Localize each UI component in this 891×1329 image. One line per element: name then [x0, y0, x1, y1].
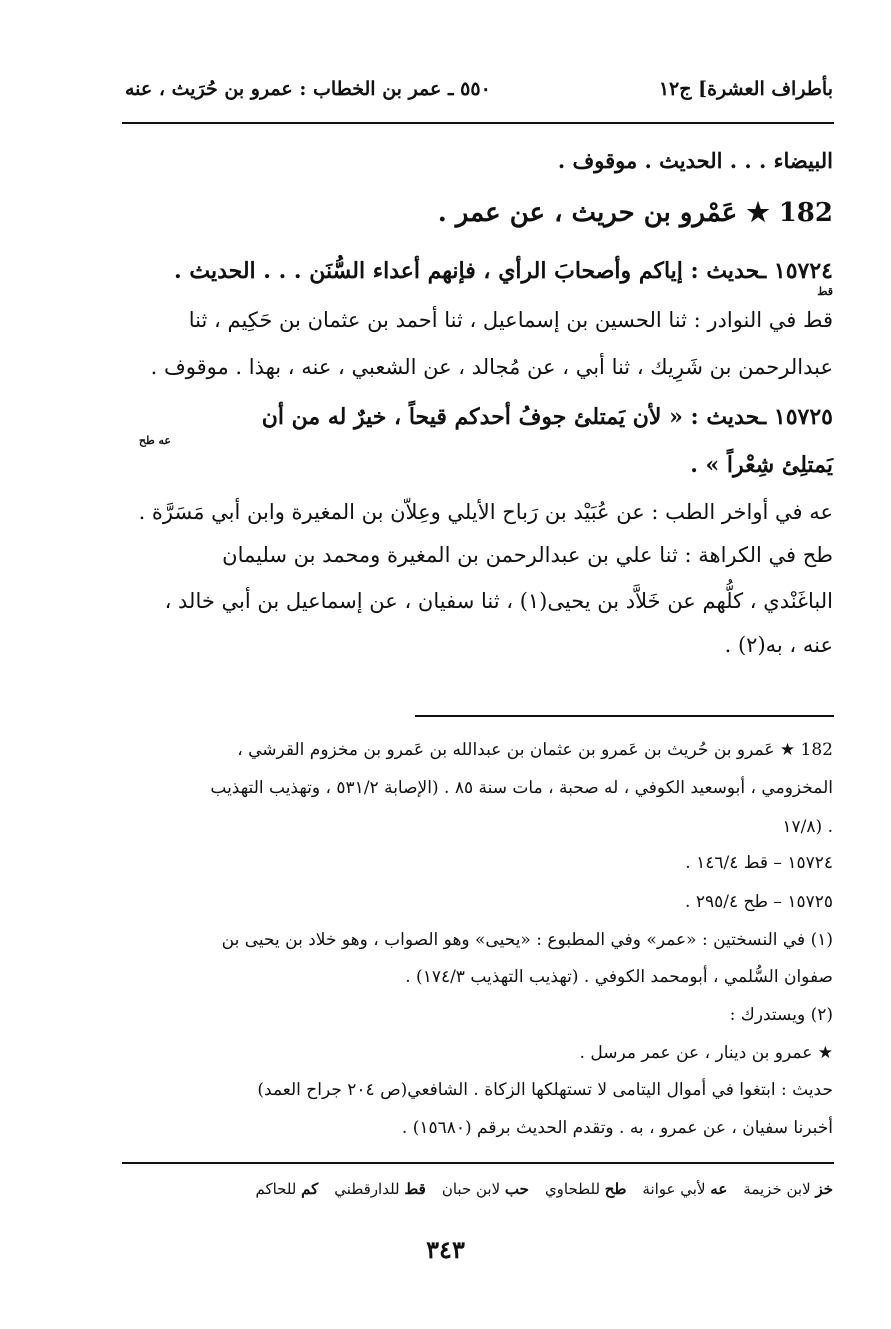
body-line-4: قط في النوادر : ثنا الحسين بن إسماعيل ، ثنا أحمد بن عثمان بن حَكِيم ، ثنا: [188, 308, 833, 332]
abbr-hibban: حب لابن حبان: [441, 1180, 529, 1198]
footnote-line-11: أخبرنا سفيان ، عن عمرو ، به . وتقدم الحديث برقم (١٥٦٨٠) .: [401, 1118, 833, 1138]
hadith-15725-source-tag: عه طح: [138, 434, 171, 447]
body-line-5: عبدالرحمن بن شَرِيك ، ثنا أبي ، عن مُجالد ، عن الشعبي ، عنه ، بهذا . موقوف .: [150, 355, 833, 379]
footnote-line-6: (١) في النسختين : «عمر» وفي المطبوع : «يحيى» وهو الصواب ، وهو خلاد بن يحيى بن: [221, 930, 833, 950]
hadith-15724-source-tag: قط: [817, 285, 833, 298]
abbreviations-key: [255, 1180, 833, 1198]
body-line-7: يَمتلِئ شِعْراً » .: [690, 452, 833, 478]
header-rule: [122, 122, 834, 124]
abbr-awana: عه لأبي عوانة: [642, 1180, 728, 1198]
body-line-10: الباغَنْدي ، كلُّهم عن خَلاَّد بن يحيى(١) ، ثنا سفيان ، عن إسماعيل بن أبي خالد ،: [164, 589, 833, 613]
abbr-tahawi: طح للطحاوي: [544, 1180, 627, 1198]
footnote-line-2: المخزومي ، أبوسعيد الكوفي ، له صحبة ، مات سنة ٨٥ . (الإصابة ٥٣١/٢ ، وتهذيب التهذيب: [210, 778, 833, 798]
footnote-line-1: 182 ★ عَمرو بن حُريث بن عَمرو بن عثمان بن عبدالله بن عَمرو بن مخزوم القرشي ،: [237, 740, 833, 760]
footnote-line-8: (٢) ويستدرك :: [729, 1005, 833, 1025]
entry-heading-182: 182 ★ عَمْرو بن حريث ، عن عمر .: [437, 198, 833, 228]
footnote-line-3: ١٧/٨) .: [782, 817, 833, 837]
footnote-line-5: ١٥٧٢٥ – طح ٢٩٥/٤ .: [685, 892, 833, 912]
abbr-khuzayma: خز لابن خزيمة: [743, 1180, 833, 1198]
body-line-8: عه في أواخر الطب : عن عُبَيْد بن رَباح الأيلي وعِلاّن بن المغيرة وابن أبي مَسَرَّة .: [138, 500, 833, 524]
running-header-right: بأطراف العشرة] ج١٢: [658, 78, 833, 100]
running-header-left: ٥٥٠ ـ عمر بن الخطاب : عمرو بن حُرَيث ، عنه: [125, 78, 491, 100]
page-number: ٣٤٣: [426, 1235, 465, 1264]
abbr-hakim: كم للحاكم: [255, 1180, 319, 1198]
footnote-line-7: صفوان السُّلمي ، أبومحمد الكوفي . (تهذيب التهذيب ١٧٤/٣) .: [405, 967, 833, 987]
hadith-15724-line: ١٥٧٢٤ ـحديث : إياكم وأصحابَ الرأي ، فإنهم أعداء السُّنَن . . . الحديث .: [174, 258, 833, 284]
hadith-15725-line: ١٥٧٢٥ ـحديث : « لأن يَمتلئ جوفُ أحدكم قيحاً ، خيرٌ له من أن: [261, 404, 833, 430]
body-line-11: عنه ، به(٢) .: [724, 633, 833, 657]
footnote-line-9: ★ عمرو بن دينار ، عن عمر مرسل .: [579, 1043, 833, 1063]
footnote-line-4: ١٥٧٢٤ – قط ١٤٦/٤ .: [685, 853, 833, 873]
body-line-1: البيضاء . . . الحديث . موقوف .: [557, 148, 833, 173]
footnote-line-10: حديث : ابتغوا في أموال اليتامى لا تستهلكها الزكاة . الشافعي(ص ٢٠٤ جراح العمد): [257, 1080, 833, 1100]
body-line-9: طح في الكراهة : ثنا علي بن عبدالرحمن بن المغيرة ومحمد بن سليمان: [222, 543, 833, 567]
footnote-rule: [415, 715, 834, 717]
abbr-daraqutni: قط للدارقطني: [334, 1180, 426, 1198]
abbreviations-rule: [122, 1162, 834, 1164]
